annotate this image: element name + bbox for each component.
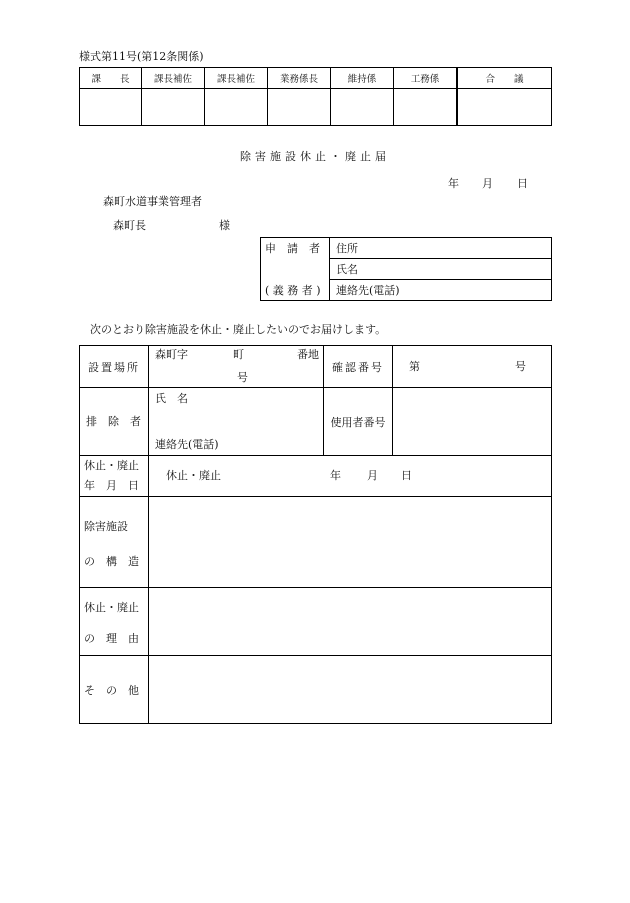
date-day: 日 (517, 177, 528, 190)
approval-stamp-cell[interactable] (268, 89, 331, 126)
approval-stamp-cell[interactable] (142, 89, 205, 126)
stop-kind: 休止・廃止 (166, 469, 221, 482)
reason-label-2: の 理 由 (84, 632, 139, 645)
structure-label-cell (80, 497, 149, 588)
intro-sentence: 次のとおり除害施設を休止・廃止したいのでお届けします。 (90, 323, 387, 336)
approval-header-gogi: 合 議 (457, 68, 552, 89)
applicant-label-top: 申 請 者 (261, 238, 330, 259)
approval-stamp-cell[interactable] (331, 89, 394, 126)
confirm-number-label: 確認番号 (324, 346, 393, 388)
user-number-field[interactable] (393, 388, 552, 456)
user-number-label: 使用者番号 (324, 388, 393, 456)
stop-date-field[interactable] (149, 456, 552, 497)
remover-label-cell (80, 388, 149, 456)
remover-field[interactable] (149, 388, 324, 456)
other-label-cell (80, 656, 149, 724)
structure-field[interactable] (149, 497, 552, 588)
location-machi: 町 (233, 348, 244, 361)
other-field[interactable] (149, 656, 552, 724)
main-form-table (79, 345, 552, 724)
approval-header-komu: 工務係 (394, 68, 458, 89)
approval-stamp-cell[interactable] (80, 89, 142, 126)
stop-year: 年 (330, 469, 341, 482)
applicant-contact-field[interactable]: 連絡先(電話) (330, 280, 552, 301)
applicant-box (260, 237, 552, 301)
structure-label-1: 除害施設 (84, 520, 128, 533)
approval-stamp-cell[interactable] (457, 89, 552, 126)
stop-day: 日 (401, 469, 412, 482)
reason-label-1: 休止・廃止 (84, 601, 139, 614)
applicant-address-field[interactable]: 住所 (330, 238, 552, 259)
confirm-dai: 第 (409, 360, 420, 373)
location-field[interactable] (149, 346, 324, 388)
form-number: 様式第11号(第12条関係) (79, 50, 204, 63)
location-label: 設置場所 (80, 346, 149, 388)
reason-label-cell (80, 588, 149, 656)
recipient-org: 森町水道事業管理者 (103, 195, 202, 208)
recipient-name: 森町長 (113, 219, 146, 232)
confirm-number-field[interactable] (393, 346, 552, 388)
structure-label-2: の 構 造 (84, 555, 139, 568)
approval-stamp-table (79, 67, 552, 126)
location-go: 号 (237, 371, 248, 384)
remover-label: 排 除 者 (86, 415, 141, 428)
applicant-name-field[interactable]: 氏名 (330, 259, 552, 280)
approval-stamp-cell[interactable] (394, 89, 458, 126)
reason-field[interactable] (149, 588, 552, 656)
remover-contact-label: 連絡先(電話) (155, 438, 219, 451)
approval-header-gyomu: 業務係長 (268, 68, 331, 89)
date-year: 年 (448, 177, 459, 190)
page-title: 除害施設休止・廃止届 (240, 150, 390, 163)
approval-stamp-cell[interactable] (205, 89, 268, 126)
approval-header-hosa-2: 課長補佐 (205, 68, 268, 89)
approval-header-iji: 維持係 (331, 68, 394, 89)
approval-header-hosa-1: 課長補佐 (142, 68, 205, 89)
stop-month: 月 (367, 469, 378, 482)
stop-date-label-1: 休止・廃止 (84, 459, 139, 472)
other-label: そ の 他 (84, 684, 139, 697)
location-prefix: 森町字 (155, 348, 188, 361)
date-month: 月 (482, 177, 493, 190)
remover-name-label: 氏 名 (155, 392, 188, 405)
stop-date-label-2: 年 月 日 (84, 479, 139, 492)
location-banchi: 番地 (297, 348, 319, 361)
recipient-honorific: 様 (219, 219, 230, 232)
approval-header-kacho: 課 長 (80, 68, 142, 89)
applicant-label-bottom: ( 義 務 者 ) (261, 280, 330, 301)
confirm-go: 号 (515, 360, 526, 373)
stop-date-label-cell (80, 456, 149, 497)
